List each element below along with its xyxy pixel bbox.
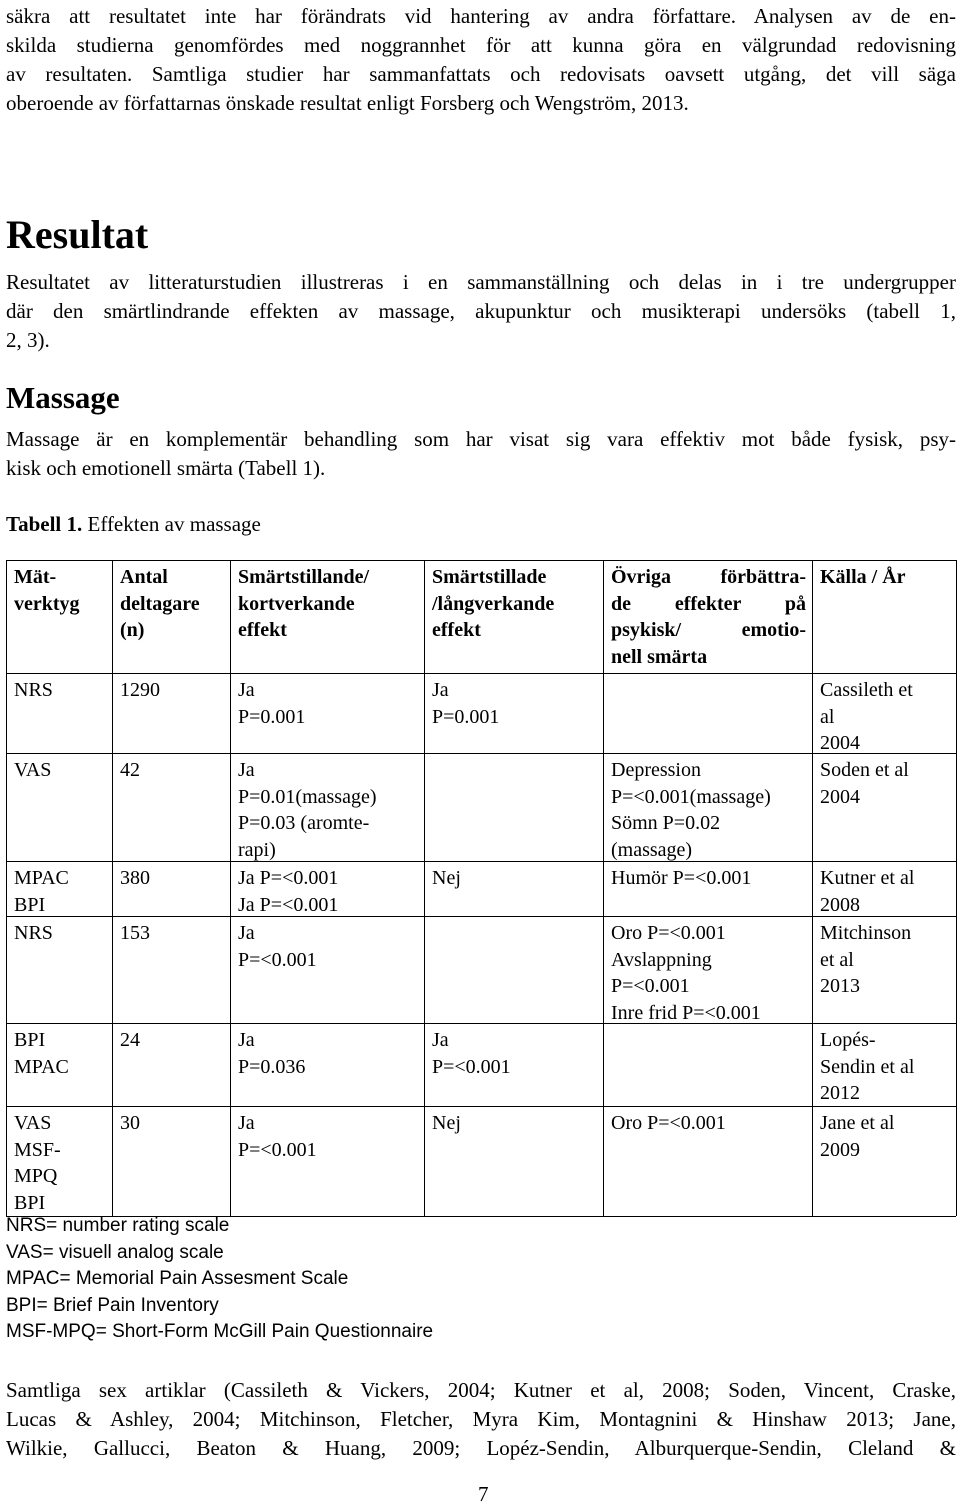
page-number: 7: [478, 1482, 489, 1506]
header-long-effect-line: Smärtstillade: [432, 566, 547, 588]
cell-instrument-line: MPAC: [14, 867, 69, 889]
cell-short-effect: [238, 1027, 418, 1080]
header-participants-line: (n): [120, 619, 145, 641]
header-source-line: Källa / År: [820, 566, 906, 588]
cell-source: [820, 1027, 950, 1107]
abbreviation-item: VAS= visuell analog scale: [6, 1241, 224, 1263]
cell-other-effects-line: Depression: [611, 759, 701, 781]
table-rule-vertical: [230, 560, 231, 1216]
cell-short-effect: [238, 677, 418, 730]
cell-instrument: [14, 1110, 106, 1216]
cell-source-line: et al: [820, 948, 854, 971]
intro-line: oberoende av författarnas önskade resultat enligt Forsberg och Wengström, 2013.: [6, 91, 689, 115]
cell-source: [820, 865, 950, 918]
massage-table: [6, 560, 956, 1216]
massage-line: kisk och emotionell smärta (Tabell 1).: [6, 456, 326, 480]
cell-instrument-line: BPI: [14, 1029, 46, 1051]
resultat-line: Resultatet av litteraturstudien illustreras i en sammanställning och delas in i tre undergrupper: [6, 270, 956, 294]
cell-instrument: [14, 865, 106, 918]
table-rule-horizontal: [6, 1106, 956, 1107]
table-rule-horizontal: [6, 560, 956, 561]
header-participants-line: deltagare: [120, 592, 200, 615]
cell-long-effect-line: P=<0.001: [432, 1055, 511, 1078]
cell-source-line: 2012: [820, 1082, 860, 1104]
cell-other-effects: [611, 1110, 806, 1137]
cell-instrument: [14, 920, 106, 947]
cell-participants-line: 42: [120, 759, 140, 781]
cell-short-effect-line: Ja P=<0.001: [238, 867, 339, 889]
closing-line: Lucas & Ashley, 2004; Mitchinson, Fletcher, Myra Kim, Montagnini & Hinshaw 2013; Jane,: [6, 1407, 956, 1431]
cell-instrument-line: VAS: [14, 759, 52, 781]
cell-long-effect: [432, 677, 597, 730]
cell-other-effects: [611, 757, 806, 863]
table-rule-horizontal: [6, 1023, 956, 1024]
cell-participants: [120, 920, 224, 947]
header-participants: [120, 564, 224, 644]
cell-short-effect-line: P=0.01(massage): [238, 785, 377, 808]
cell-source: [820, 757, 950, 810]
cell-long-effect-line: Ja: [432, 1029, 449, 1051]
cell-short-effect: [238, 1110, 418, 1163]
header-short-effect-line: Smärtstillande/: [238, 566, 370, 588]
table-rule-vertical: [956, 560, 957, 1216]
abbreviation-item: MSF-MPQ= Short-Form McGill Pain Questionnaire: [6, 1321, 434, 1342]
cell-short-effect-line: Ja P=<0.001: [238, 893, 339, 916]
table-rule-vertical: [424, 560, 425, 1216]
header-participants-line: Antal: [120, 566, 168, 588]
cell-other-effects-line: P=<0.001: [611, 975, 690, 997]
cell-instrument: [14, 1027, 106, 1080]
cell-instrument: [14, 677, 106, 704]
header-short-effect-line: kortverkande: [238, 592, 355, 615]
cell-instrument-line: MPAC: [14, 1055, 69, 1078]
header-other-effects-line: de effekter på: [611, 592, 806, 615]
header-instrument-line: verktyg: [14, 592, 80, 615]
cell-other-effects-line: Oro P=<0.001: [611, 922, 726, 944]
cell-source-line: 2008: [820, 893, 860, 916]
cell-short-effect-line: P=0.001: [238, 705, 306, 728]
cell-source: [820, 677, 950, 757]
abbreviation-item: BPI= Brief Pain Inventory: [6, 1294, 219, 1316]
cell-participants: [120, 1027, 224, 1054]
cell-participants: [120, 865, 224, 892]
header-long-effect: [432, 564, 597, 644]
table-rule-vertical: [6, 560, 7, 1216]
cell-instrument-line: MPQ: [14, 1165, 58, 1187]
cell-long-effect-line: Nej: [432, 1112, 461, 1134]
cell-source-line: Kutner et al: [820, 867, 915, 889]
intro-line: skilda studierna genomfördes med noggrannhet för att kunna göra en välgrundad redovisning: [6, 33, 956, 57]
massage-paragraph: [6, 425, 956, 483]
cell-other-effects: [611, 865, 806, 892]
table-rule-horizontal: [6, 916, 956, 917]
table-rule-vertical: [812, 560, 813, 1216]
cell-participants-line: 1290: [120, 679, 160, 701]
cell-source-line: 2009: [820, 1138, 860, 1161]
closing-paragraph: [6, 1376, 956, 1463]
cell-other-effects-line: (massage): [611, 838, 693, 861]
cell-short-effect-line: rapi): [238, 838, 276, 861]
abbreviation-list: [6, 1213, 433, 1346]
cell-participants-line: 30: [120, 1112, 140, 1134]
cell-other-effects-line: Sömn P=0.02: [611, 812, 721, 834]
closing-line: Samtliga sex artiklar (Cassileth & Vickers, 2004; Kutner et al, 2008; Soden, Vincent, Craske,: [6, 1378, 956, 1402]
cell-participants: [120, 1110, 224, 1137]
cell-short-effect-line: P=0.036: [238, 1055, 306, 1078]
cell-short-effect: [238, 757, 418, 863]
abbreviation-item: MPAC= Memorial Pain Assesment Scale: [6, 1268, 349, 1289]
cell-short-effect-line: Ja: [238, 679, 255, 701]
table-rule-horizontal: [6, 753, 956, 754]
resultat-paragraph: [6, 268, 956, 355]
cell-long-effect: [432, 865, 597, 892]
cell-source-line: 2004: [820, 732, 860, 754]
header-other-effects: [611, 564, 806, 670]
massage-heading: Massage: [6, 380, 120, 415]
cell-other-effects: [611, 920, 806, 1026]
cell-long-effect-line: P=0.001: [432, 705, 500, 728]
cell-instrument-line: BPI: [14, 1191, 46, 1214]
cell-source-line: Cassileth et: [820, 679, 913, 701]
cell-source: [820, 1110, 950, 1163]
cell-other-effects-line: Inre frid P=<0.001: [611, 1001, 761, 1024]
header-short-effect-line: effekt: [238, 619, 287, 641]
cell-participants-line: 24: [120, 1029, 140, 1051]
resultat-line: 2, 3).: [6, 328, 50, 352]
cell-short-effect-line: Ja: [238, 1112, 255, 1134]
table-rule-vertical: [603, 560, 604, 1216]
cell-source-line: Soden et al: [820, 759, 909, 781]
cell-short-effect: [238, 865, 418, 918]
resultat-heading: Resultat: [6, 212, 149, 257]
header-instrument-line: Mät-: [14, 566, 57, 588]
intro-line: säkra att resultatet inte har förändrats vid hantering av andra författare. Analysen av de en-: [6, 4, 956, 28]
cell-source-line: Mitchinson: [820, 922, 912, 944]
header-other-effects-line: psykisk/ emotio-: [611, 619, 806, 641]
header-long-effect-line: /långverkande: [432, 592, 555, 615]
cell-long-effect-line: Ja: [432, 679, 449, 701]
cell-long-effect: [432, 1110, 597, 1137]
cell-participants-line: 380: [120, 867, 150, 889]
cell-source-line: Jane et al: [820, 1112, 895, 1134]
intro-paragraph: [6, 2, 956, 118]
cell-other-effects-line: Oro P=<0.001: [611, 1112, 726, 1134]
header-other-effects-line: nell smärta: [611, 645, 708, 668]
cell-other-effects-line: P=<0.001(massage): [611, 785, 771, 808]
cell-source: [820, 920, 950, 1000]
abbreviation-item: NRS= number rating scale: [6, 1215, 230, 1236]
cell-short-effect-line: P=0.03 (aromte-: [238, 812, 370, 834]
cell-short-effect: [238, 920, 418, 973]
header-other-effects-line: Övriga förbättra-: [611, 566, 806, 588]
intro-line: av resultaten. Samtliga studier har sammanfattats och redovisats oavsett utgång, det vill säga: [6, 62, 956, 86]
table-rule-horizontal: [6, 673, 956, 674]
cell-short-effect-line: Ja: [238, 1029, 255, 1051]
cell-instrument: [14, 757, 106, 784]
cell-participants: [120, 757, 224, 784]
cell-instrument-line: MSF-: [14, 1138, 61, 1161]
cell-instrument-line: BPI: [14, 893, 46, 916]
cell-source-line: Lopés-: [820, 1029, 876, 1051]
cell-source-line: Sendin et al: [820, 1055, 915, 1078]
cell-participants: [120, 677, 224, 704]
header-short-effect: [238, 564, 418, 644]
cell-long-effect-line: Nej: [432, 867, 461, 889]
cell-short-effect-line: P=<0.001: [238, 1138, 317, 1161]
cell-instrument-line: NRS: [14, 679, 53, 701]
cell-other-effects-line: Humör P=<0.001: [611, 867, 752, 889]
massage-line: Massage är en komplementär behandling som har visat sig vara effektiv mot både fysisk, psy-: [6, 427, 956, 451]
header-long-effect-line: effekt: [432, 619, 481, 641]
table-rule-vertical: [112, 560, 113, 1216]
cell-other-effects-line: Avslappning: [611, 948, 712, 971]
cell-source-line: 2013: [820, 975, 860, 997]
cell-short-effect-line: Ja: [238, 759, 255, 781]
resultat-line: där den smärtlindrande effekten av massage, akupunktur och musikterapi undersöks (tabell 1,: [6, 299, 956, 323]
table-rule-horizontal: [6, 861, 956, 862]
closing-line: Wilkie, Gallucci, Beaton & Huang, 2009; Lopéz-Sendin, Alburquerque-Sendin, Cleland &: [6, 1436, 956, 1460]
cell-short-effect-line: P=<0.001: [238, 948, 317, 971]
cell-source-line: 2004: [820, 785, 860, 808]
cell-instrument-line: NRS: [14, 922, 53, 944]
header-instrument: [14, 564, 106, 617]
cell-long-effect: [432, 1027, 597, 1080]
table-caption: [6, 510, 261, 539]
table-caption-text: Effekten av massage: [82, 512, 261, 536]
cell-participants-line: 153: [120, 922, 150, 944]
cell-source-line: al: [820, 705, 835, 728]
cell-instrument-line: VAS: [14, 1112, 52, 1134]
cell-short-effect-line: Ja: [238, 922, 255, 944]
table-caption-label: Tabell 1.: [6, 512, 83, 536]
header-source: [820, 564, 950, 591]
